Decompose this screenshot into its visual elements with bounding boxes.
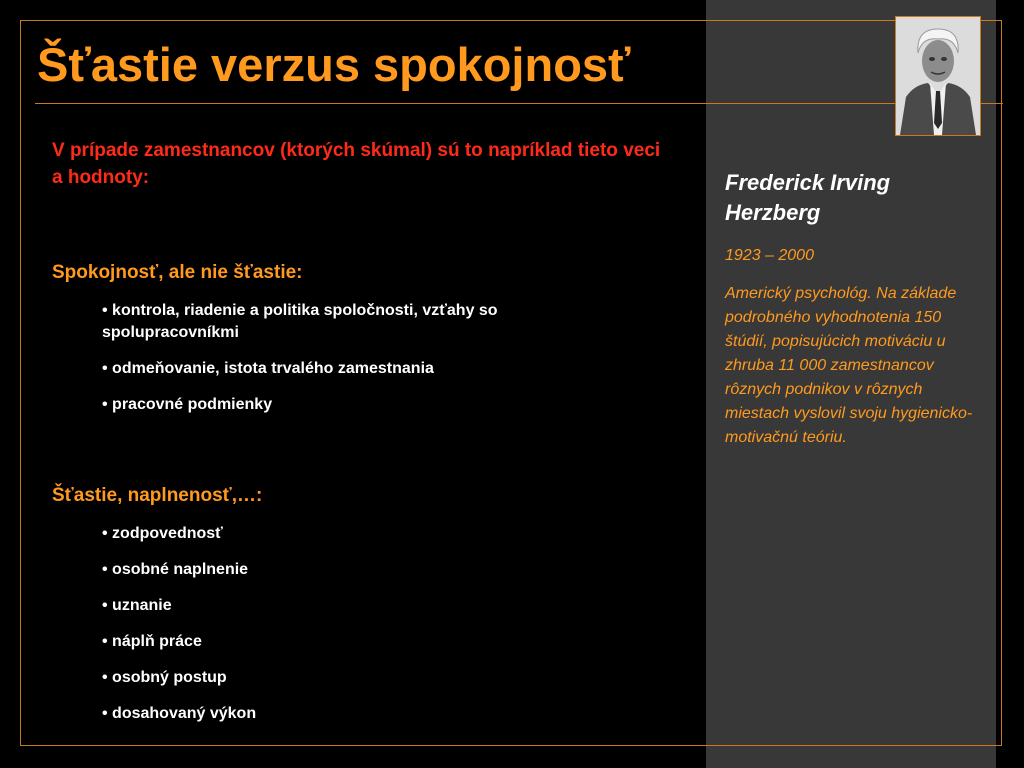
list-item: • odmeňovanie, istota trvalého zamestnania [102, 358, 622, 380]
section-heading-happiness: Šťastie, naplnenosť,…: [52, 485, 263, 506]
list-item: • zodpovednosť [102, 523, 622, 545]
person-bio: Americký psychológ. Na základe podrobného vyhodnotenia 150 štúdií, popisujúcich motiváciu u zhruba 11 000 zamestnancov rôznych podnikov v rôznych miestach vyslovil svoju hygienicko-motivačnú teóriu. [725, 285, 973, 446]
list-item: • osobný postup [102, 667, 622, 689]
happiness-list [102, 523, 622, 739]
section-heading-satisfaction: Spokojnosť, ale nie šťastie: [52, 262, 303, 283]
intro-text: V prípade zamestnancov (ktorých skúmal) sú to napríklad tieto veci a hodnoty: [52, 140, 661, 188]
satisfaction-list [102, 300, 622, 430]
slide-title: Šťastie verzus spokojnosť [37, 38, 631, 91]
list-item: • pracovné podmienky [102, 394, 622, 416]
list-item: • osobné naplnenie [102, 559, 622, 581]
list-item: • náplň práce [102, 631, 622, 653]
title-divider [35, 103, 1003, 104]
portrait-image [896, 17, 980, 135]
person-dates: 1923 – 2000 [725, 247, 814, 264]
list-item: • uznanie [102, 595, 622, 617]
list-item: • kontrola, riadenie a politika spoločnosti, vzťahy so spolupracovníkmi [102, 300, 622, 344]
portrait-photo [895, 16, 981, 136]
list-item: • dosahovaný výkon [102, 703, 622, 725]
person-name: Frederick Irving Herzberg [725, 170, 891, 226]
